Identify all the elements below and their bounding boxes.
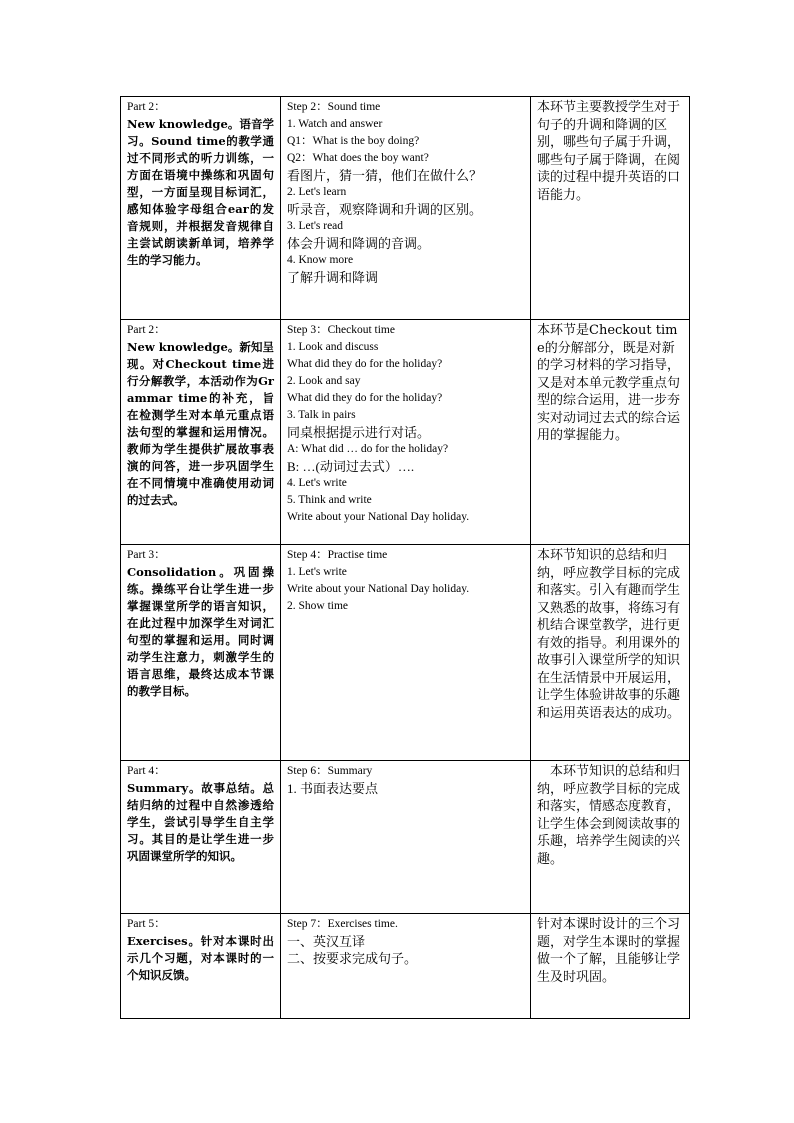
- part-label: Part 2：: [127, 324, 166, 336]
- step-line: 2. Look and say: [287, 375, 361, 387]
- step-line: Write about your National Day holiday.: [287, 583, 470, 595]
- step-line: A: What did … do for the holiday?: [287, 443, 449, 455]
- steps-cell: [281, 320, 531, 545]
- step-line: Step 3：Checkout time: [287, 324, 395, 336]
- step-line: 了解升调和降调: [287, 270, 379, 285]
- step-line: 5. Think and write: [287, 494, 372, 506]
- purpose-cell: 本环节主要教授学生对于句子的升调和降调的区别，哪些句子属于升调，哪些句子属于降调，在阅读的过程中提升英语的口语能力。: [531, 97, 690, 320]
- step-line: 2. Let's learn: [287, 186, 347, 198]
- part-label: Part 3：: [127, 549, 166, 561]
- step-line: Step 2：Sound time: [287, 101, 381, 113]
- part-description: New knowledge。语音学习。Sound time的教学通过不同形式的听力训练，一方面在语境中操练和巩固句型，一方面呈现目标词汇，感知体验字母组合ear的发音规则，并根据发音规律自主尝试朗读新单词，培养学生的学习能力。: [127, 117, 274, 267]
- step-line: What did they do for the holiday?: [287, 358, 443, 370]
- steps-cell: [281, 97, 531, 320]
- table-row: [121, 761, 690, 914]
- purpose-cell: 针对本课时设计的三个习题，对学生本课时的掌握做一个了解，且能够让学生及时巩固。: [531, 914, 690, 1019]
- part-cell: [121, 320, 281, 545]
- step-line: Step 7：Exercises time.: [287, 918, 398, 930]
- lesson-plan-body: [121, 97, 690, 1019]
- part-description: New knowledge。新知呈现。对Checkout time进行分解教学，本活动作为Grammar time的补充，旨在检测学生对本单元重点语法句型的掌握和运用情况。教师为学生提供扩展故事表演的问答，进一步巩固学生在不同情境中准确使用动词的过去式。: [127, 340, 274, 507]
- step-line: What did they do for the holiday?: [287, 392, 443, 404]
- step-line: B: …(动词过去式）….: [287, 459, 415, 474]
- purpose-cell: 本环节是Checkout time的分解部分，既是对新的学习材料的学习指导，又是对本单元教学重点句型的综合运用，进一步夯实对动词过去式的综合运用的掌握能力。: [531, 320, 690, 545]
- step-line: Q2：What does the boy want?: [287, 152, 429, 164]
- part-label: Part 4：: [127, 765, 166, 777]
- step-line: Step 4：Practise time: [287, 549, 388, 561]
- step-line: 3. Let's read: [287, 220, 344, 232]
- step-line: 1. 书面表达要点: [287, 781, 379, 796]
- part-label: Part 2：: [127, 101, 166, 113]
- part-description: Consolidation。巩固操练。操练平台让学生进一步掌握课堂所学的语言知识，在此过程中加深学生对词汇句型的掌握和运用。同时调动学生注意力，刺激学生的语言思维，最终达成本节课的教学目标。: [127, 565, 274, 698]
- purpose-cell: 本环节知识的总结和归纳，呼应教学目标的完成和落实，情感态度教育，让学生体会到阅读故事的乐趣，培养学生阅读的兴趣。: [531, 761, 690, 914]
- table-row: [121, 320, 690, 545]
- table-row: [121, 914, 690, 1019]
- lesson-plan-table: [120, 96, 690, 1019]
- part-description: Summary。故事总结。总结归纳的过程中自然渗透给学生，尝试引导学生自主学习。其目的是让学生进一步巩固课堂所学的知识。: [127, 781, 274, 863]
- step-line: 体会升调和降调的音调。: [287, 236, 431, 251]
- part-label: Part 5：: [127, 918, 166, 930]
- step-line: Step 6：Summary: [287, 765, 373, 777]
- step-line: 1. Look and discuss: [287, 341, 379, 353]
- table-row: [121, 545, 690, 761]
- step-line: 1. Let's write: [287, 566, 347, 578]
- part-cell: [121, 761, 281, 914]
- part-cell: [121, 545, 281, 761]
- step-line: 同桌根据提示进行对话。: [287, 425, 431, 440]
- step-line: 4. Let's write: [287, 477, 347, 489]
- step-line: 听录音，观察降调和升调的区别。: [287, 202, 483, 217]
- step-line: Q1：What is the boy doing?: [287, 135, 420, 147]
- part-cell: [121, 914, 281, 1019]
- part-description: Exercises。针对本课时出示几个习题，对本课时的一个知识反馈。: [127, 934, 274, 982]
- step-line: 1. Watch and answer: [287, 118, 383, 130]
- steps-cell: [281, 914, 531, 1019]
- part-cell: [121, 97, 281, 320]
- purpose-cell: 本环节知识的总结和归纳，呼应教学目标的完成和落实。引入有趣而学生又熟悉的故事，将练习有机结合课堂教学，进行更有效的指导。利用课外的故事引入课堂所学的知识在生活情景中开展运用，让学生体验讲故事的乐趣和运用英语表达的成功。: [531, 545, 690, 761]
- step-line: 二、按要求完成句子。: [287, 951, 418, 966]
- step-line: 2. Show time: [287, 600, 349, 612]
- steps-cell: [281, 545, 531, 761]
- table-row: [121, 97, 690, 320]
- steps-cell: [281, 761, 531, 914]
- step-line: 一、英汉互译: [287, 934, 366, 949]
- step-line: 看图片，猜一猜，他们在做什么？: [287, 168, 483, 183]
- step-line: Write about your National Day holiday.: [287, 511, 470, 523]
- step-line: 4. Know more: [287, 254, 354, 266]
- step-line: 3. Talk in pairs: [287, 409, 356, 421]
